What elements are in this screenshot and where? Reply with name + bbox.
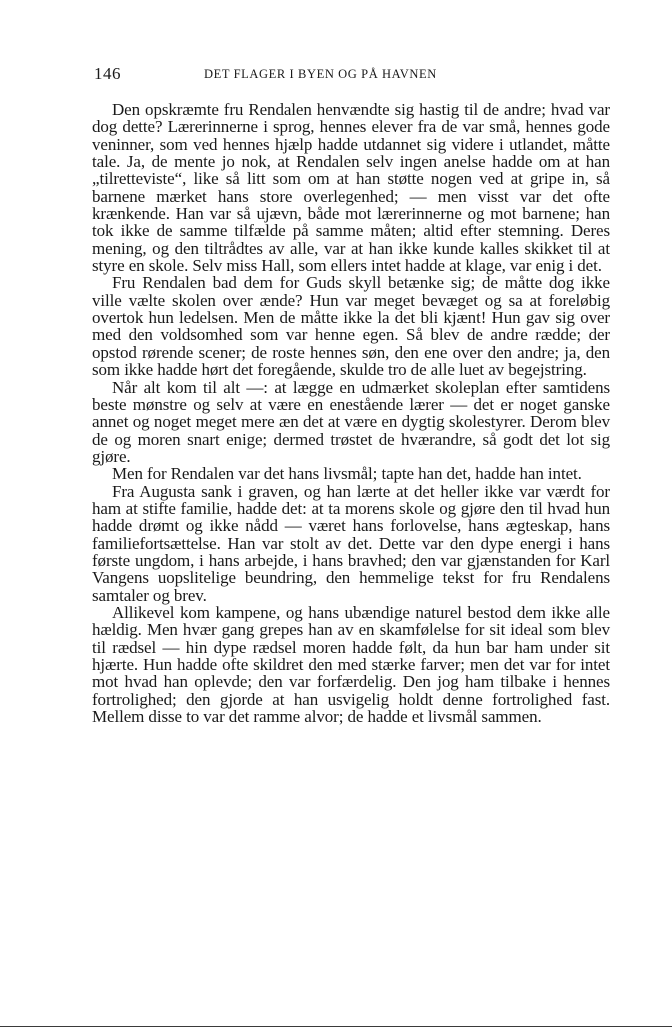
body-text: [92, 101, 610, 725]
paragraph: Når alt kom til alt —: at lægge en udmærket skoleplan efter samtidens beste mønstre og selv at være en enestående lærer — det er noget ganske annet og noget meget mere æn det at være en dygtig skolestyrer. Derom blev de og moren snart enige; dermed trøstet de hværandre, så godt det lot sig gjøre.: [92, 377, 610, 466]
page-header: [94, 64, 610, 88]
paragraph: Den opskræmte fru Rendalen henvændte sig hastig til de andre; hvad var dog dette? Lærerinnerne i sprog, hennes elever fra de var små, hennes gode veninner, som ved hennes hjælp hadde utdannet sig videre i utlandet, måtte tale. Ja, de mente jo nok, at Rendalen selv ingen anelse hadde om at han „tilretteviste“, like så litt som om at han støtte nogen ved at gripe in, så barnene mærket hans store overlegenhed; — men visst var det ofte krænkende. Han var så ujævn, både mot lærerinnerne og mot barnene; han tok ikke de samme tilfælde på samme måten; altid efter stemning. Deres mening, og den tiltrådtes av alle, var at han ikke kunde kalles skikket til at styre en skole. Selv miss Hall, som ellers intet hadde at klage, var enig i det.: [92, 100, 610, 276]
page-edge-line: [0, 1026, 672, 1027]
paragraph: Fra Augusta sank i graven, og han lærte at det heller ikke var værdt for ham at stifte familie, hadde det: at ta morens skole og gjøre den til hvad hun hadde drømt og ikke nådd — været hans forlovelse, hans ægteskap, hans familiefortsættelse. Han var stolt av det. Dette var den dype energi i hans første ungdom, i hans arbejde, i hans bravhed; den var gjænstanden for Karl Vangens uopslitelige beundring, den hemmelige tekst for fru Rendalens samtaler og brev.: [92, 481, 610, 605]
page-number: 146: [94, 64, 121, 83]
paragraph: Fru Rendalen bad dem for Guds skyll betænke sig; de måtte dog ikke ville vælte skolen over ænde? Hun var meget bevæget og sa at foreløbig overtok hun ledelsen. Men de måtte ikke la det bli kjænt! Hun gav sig over med den voldsomhed som var henne egen. Så blev de andre rædde; der opstod rørende scener; de roste hennes søn, den ene over den andre; ja, den som ikke hadde hørt det foregående, skulde tro de alle luet av begejstring.: [92, 273, 610, 380]
paragraph: Men for Rendalen var det hans livsmål; tapte han det, hadde han intet.: [112, 464, 582, 484]
paragraph: Allikevel kom kampene, og hans ubændige naturel bestod dem ikke alle hældig. Men hvær gang grepes han av en skamfølelse for sit ideal som blev til rædsel — hin dype rædsel moren hadde følt, da hun bar ham under sit hjærte. Hun hadde ofte skildret den med stærke farver; men det var for intet mot hvad han oplevde; den var forfærdelig. Den jog ham tilbake i hennes fortrolighed; den gjorde at han usvigelig holdt denne fortrolighed fast. Mellem disse to var det ramme alvor; de hadde et livsmål sammen.: [92, 602, 610, 727]
running-title: DET FLAGER I BYEN OG PÅ HAVNEN: [204, 67, 437, 81]
